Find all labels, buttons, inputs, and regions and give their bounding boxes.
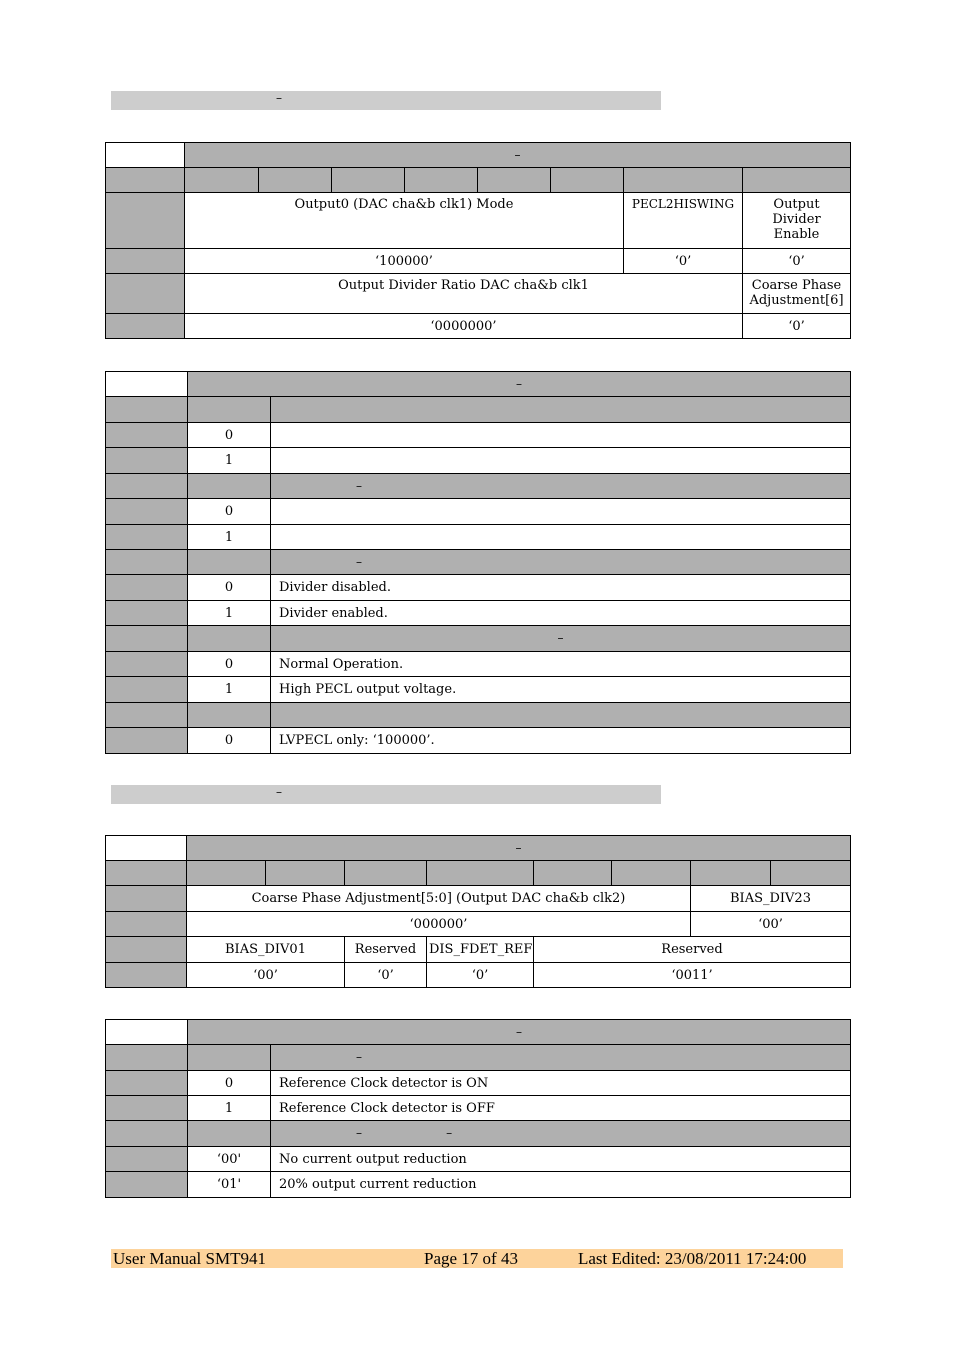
description-cell: Divider disabled.	[271, 575, 851, 601]
reserved-default: ‘0’	[345, 963, 427, 988]
subheader-dash: –	[356, 478, 362, 493]
bias-div23-field: BIAS_DIV23	[691, 886, 851, 912]
footer-last-edited: Last Edited: 23/08/2011 17:24:00	[578, 1249, 807, 1268]
section-heading-band-1	[111, 91, 661, 110]
description-cell: No current output reduction	[271, 1147, 851, 1172]
footer-page-number: Page 17 of 43	[424, 1249, 518, 1268]
subheader-dash: –	[356, 554, 362, 569]
section-heading-band-2	[111, 785, 661, 804]
header-dash: –	[514, 147, 521, 162]
description-cell: Reference Clock detector is OFF	[271, 1096, 851, 1121]
coarse-phase-adjustment-6-field: Coarse Phase Adjustment[6]	[743, 274, 851, 314]
value-cell: 0	[188, 575, 271, 601]
bias01-default: ‘00’	[187, 963, 345, 988]
field-row	[106, 193, 851, 249]
subheader-dash: –	[356, 1126, 362, 1140]
value-cell: 0	[188, 423, 271, 448]
value-cell: 1	[188, 525, 271, 550]
default-row	[106, 314, 851, 339]
coarse-default: ‘0’	[743, 314, 851, 339]
value-cell: 1	[188, 1096, 271, 1121]
swing-default: ‘0’	[624, 249, 743, 274]
value-cell: 0	[188, 499, 271, 525]
header-dash: –	[516, 376, 522, 391]
value-cell: 1	[188, 677, 271, 703]
value-cell: 0	[188, 652, 271, 677]
default-row	[106, 249, 851, 274]
section-heading-dash: –	[276, 91, 282, 105]
value-cell: 0	[188, 728, 271, 754]
mode-default: ‘100000’	[185, 249, 624, 274]
coarse-phase-adjustment-field: Coarse Phase Adjustment[5:0] (Output DAC cha&b clk2)	[187, 886, 691, 912]
description-cell: LVPECL only: ‘100000’.	[271, 728, 851, 754]
reserved-default: ‘0011’	[534, 963, 851, 988]
header-dash: –	[515, 840, 522, 855]
bit-header-row	[106, 168, 851, 193]
register-table-1	[105, 142, 851, 339]
register-header-cell	[185, 143, 851, 168]
register-table-2	[105, 835, 851, 988]
section-heading-dash: –	[276, 785, 282, 799]
description-cell: 20% output current reduction	[271, 1172, 851, 1198]
value-cell: ‘00'	[188, 1147, 271, 1172]
output-divider-enable-field: Output Divider Enable	[743, 193, 851, 249]
value-cell: ‘01'	[188, 1172, 271, 1198]
pecl2hiswing-field: PECL2HISWING	[624, 193, 743, 249]
output0-mode-field: Output0 (DAC cha&b clk1) Mode	[185, 193, 624, 249]
subheader-dash: –	[557, 631, 564, 645]
ratio-default: ‘0000000’	[185, 314, 743, 339]
description-table-1	[105, 371, 851, 754]
register-name-cell	[106, 143, 185, 168]
bias-div01-field: BIAS_DIV01	[187, 937, 345, 963]
description-cell: Reference Clock detector is ON	[271, 1071, 851, 1096]
dis-fdet-default: ‘0’	[427, 963, 534, 988]
coarse-default: ‘000000’	[187, 912, 691, 937]
description-cell: Divider enabled.	[271, 601, 851, 626]
description-cell: Normal Operation.	[271, 652, 851, 677]
field-row	[106, 274, 851, 314]
description-table-2	[105, 1019, 851, 1198]
bit-header-row	[106, 861, 851, 886]
description-cell: High PECL output voltage.	[271, 677, 851, 703]
output-divider-ratio-field: Output Divider Ratio DAC cha&b clk1	[185, 274, 743, 314]
header-dash: –	[516, 1024, 522, 1039]
footer-manual-title: User Manual SMT941	[113, 1249, 266, 1268]
reserved-field: Reserved	[345, 937, 427, 963]
dis-fdet-ref-field: DIS_FDET_REF	[427, 937, 534, 963]
reserved-field: Reserved	[534, 937, 851, 963]
subheader-dash: –	[446, 1126, 453, 1140]
value-cell: 1	[188, 448, 271, 474]
value-cell: 0	[188, 1071, 271, 1096]
bias23-default: ‘00’	[691, 912, 851, 937]
value-cell: 1	[188, 601, 271, 626]
page-footer	[111, 1249, 843, 1268]
div-enable-default: ‘0’	[743, 249, 851, 274]
subheader-dash: –	[356, 1050, 362, 1064]
